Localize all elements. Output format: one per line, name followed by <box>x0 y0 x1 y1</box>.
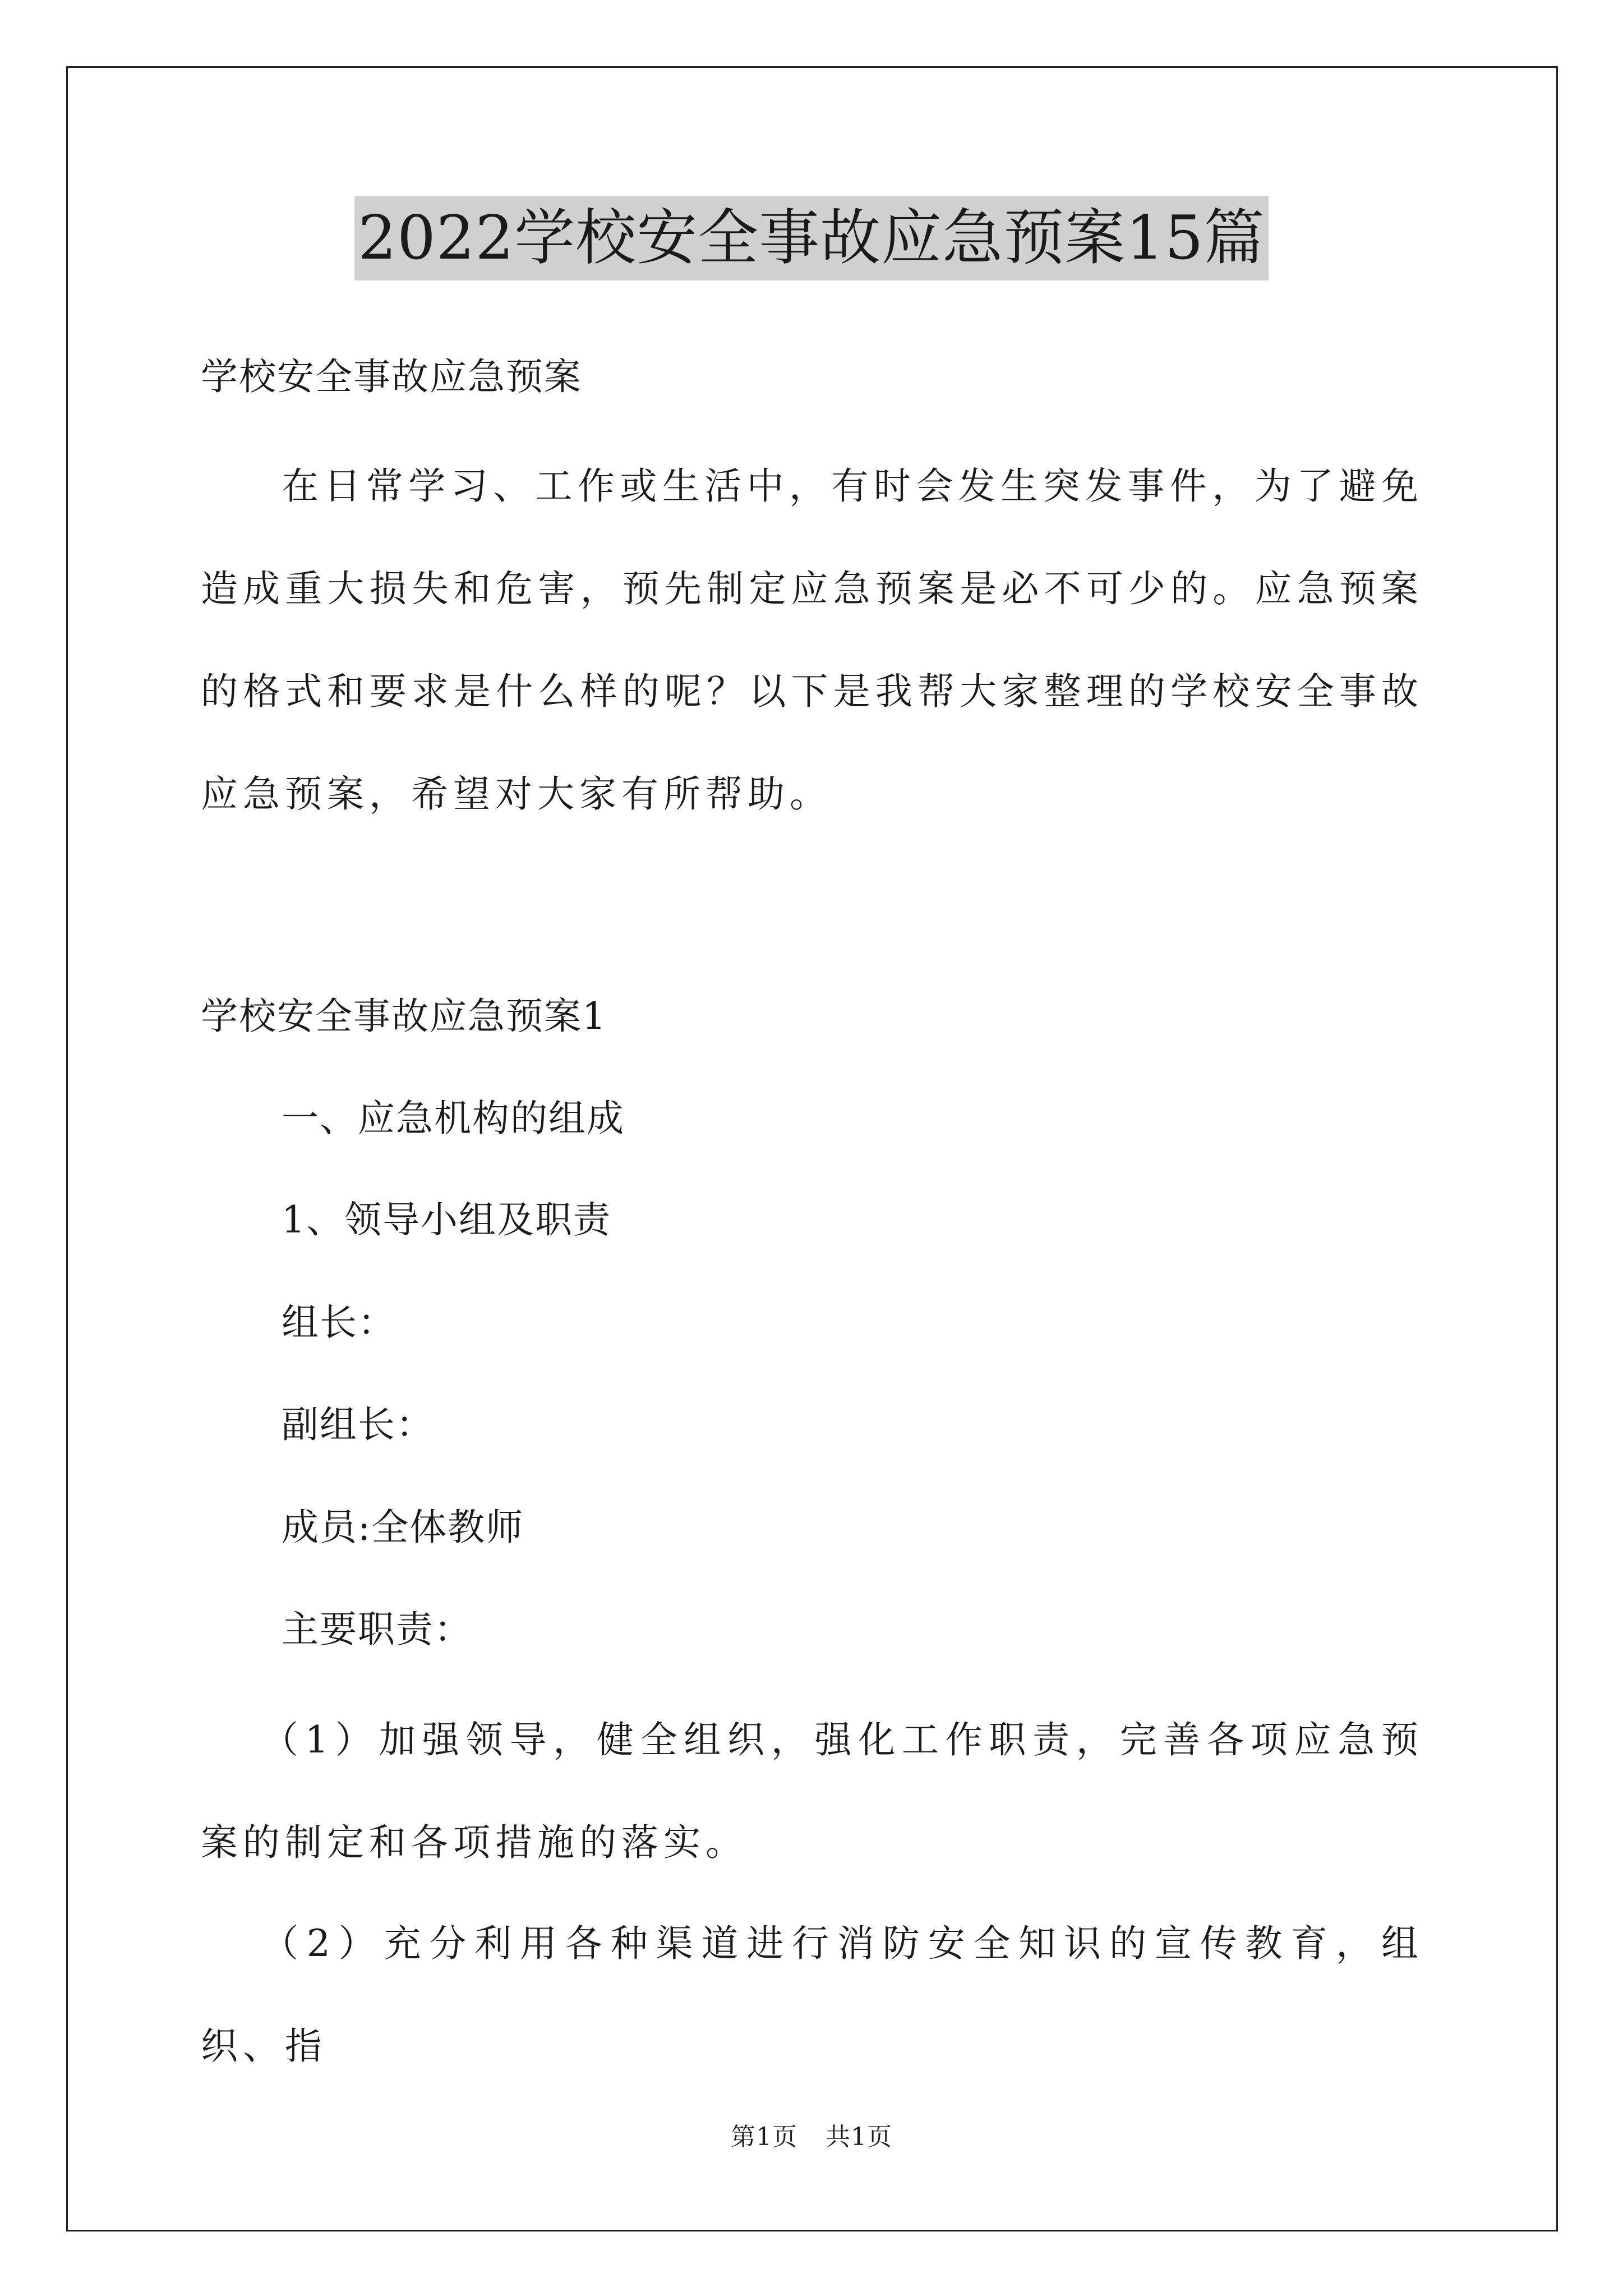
title-wrap <box>0 196 1623 280</box>
deputy-leader-line: 副组长： <box>282 1403 434 1446</box>
duty-item-1: （1）加强领导，健全组织，强化工作职责，完善各项应急预案的制定和各项措施的落实。 <box>201 1718 1423 1864</box>
intro-paragraph: 在日常学习、工作或生活中，有时会发生突发事件，为了避免造成重大损失和危害，预先制定应急预案是必不可少的。应急预案的格式和要求是什么样的呢？以下是我帮大家整理的学校安全事故应急预案，希望对大家有所帮助。 <box>201 464 1423 816</box>
duty-item-2: （2）充分利用各种渠道进行消防安全知识的宣传教育，组织、指 <box>201 1922 1423 2068</box>
duties-heading: 主要职责： <box>282 1608 472 1651</box>
subsection-heading: 学校安全事故应急预案1 <box>201 995 607 1038</box>
heading-emergency-organization: 一、应急机构的组成 <box>282 1097 625 1140</box>
document-title: 2022学校安全事故应急预案15篇 <box>354 196 1268 280</box>
heading-leadership-group: 1、领导小组及职责 <box>282 1198 611 1241</box>
leader-line: 组长： <box>282 1301 396 1344</box>
members-line: 成员:全体教师 <box>282 1506 524 1549</box>
page-number: 第1页 <box>731 2123 797 2151</box>
page-footer <box>0 2120 1623 2154</box>
page-total: 共1页 <box>826 2123 892 2151</box>
section-heading: 学校安全事故应急预案 <box>201 355 582 398</box>
